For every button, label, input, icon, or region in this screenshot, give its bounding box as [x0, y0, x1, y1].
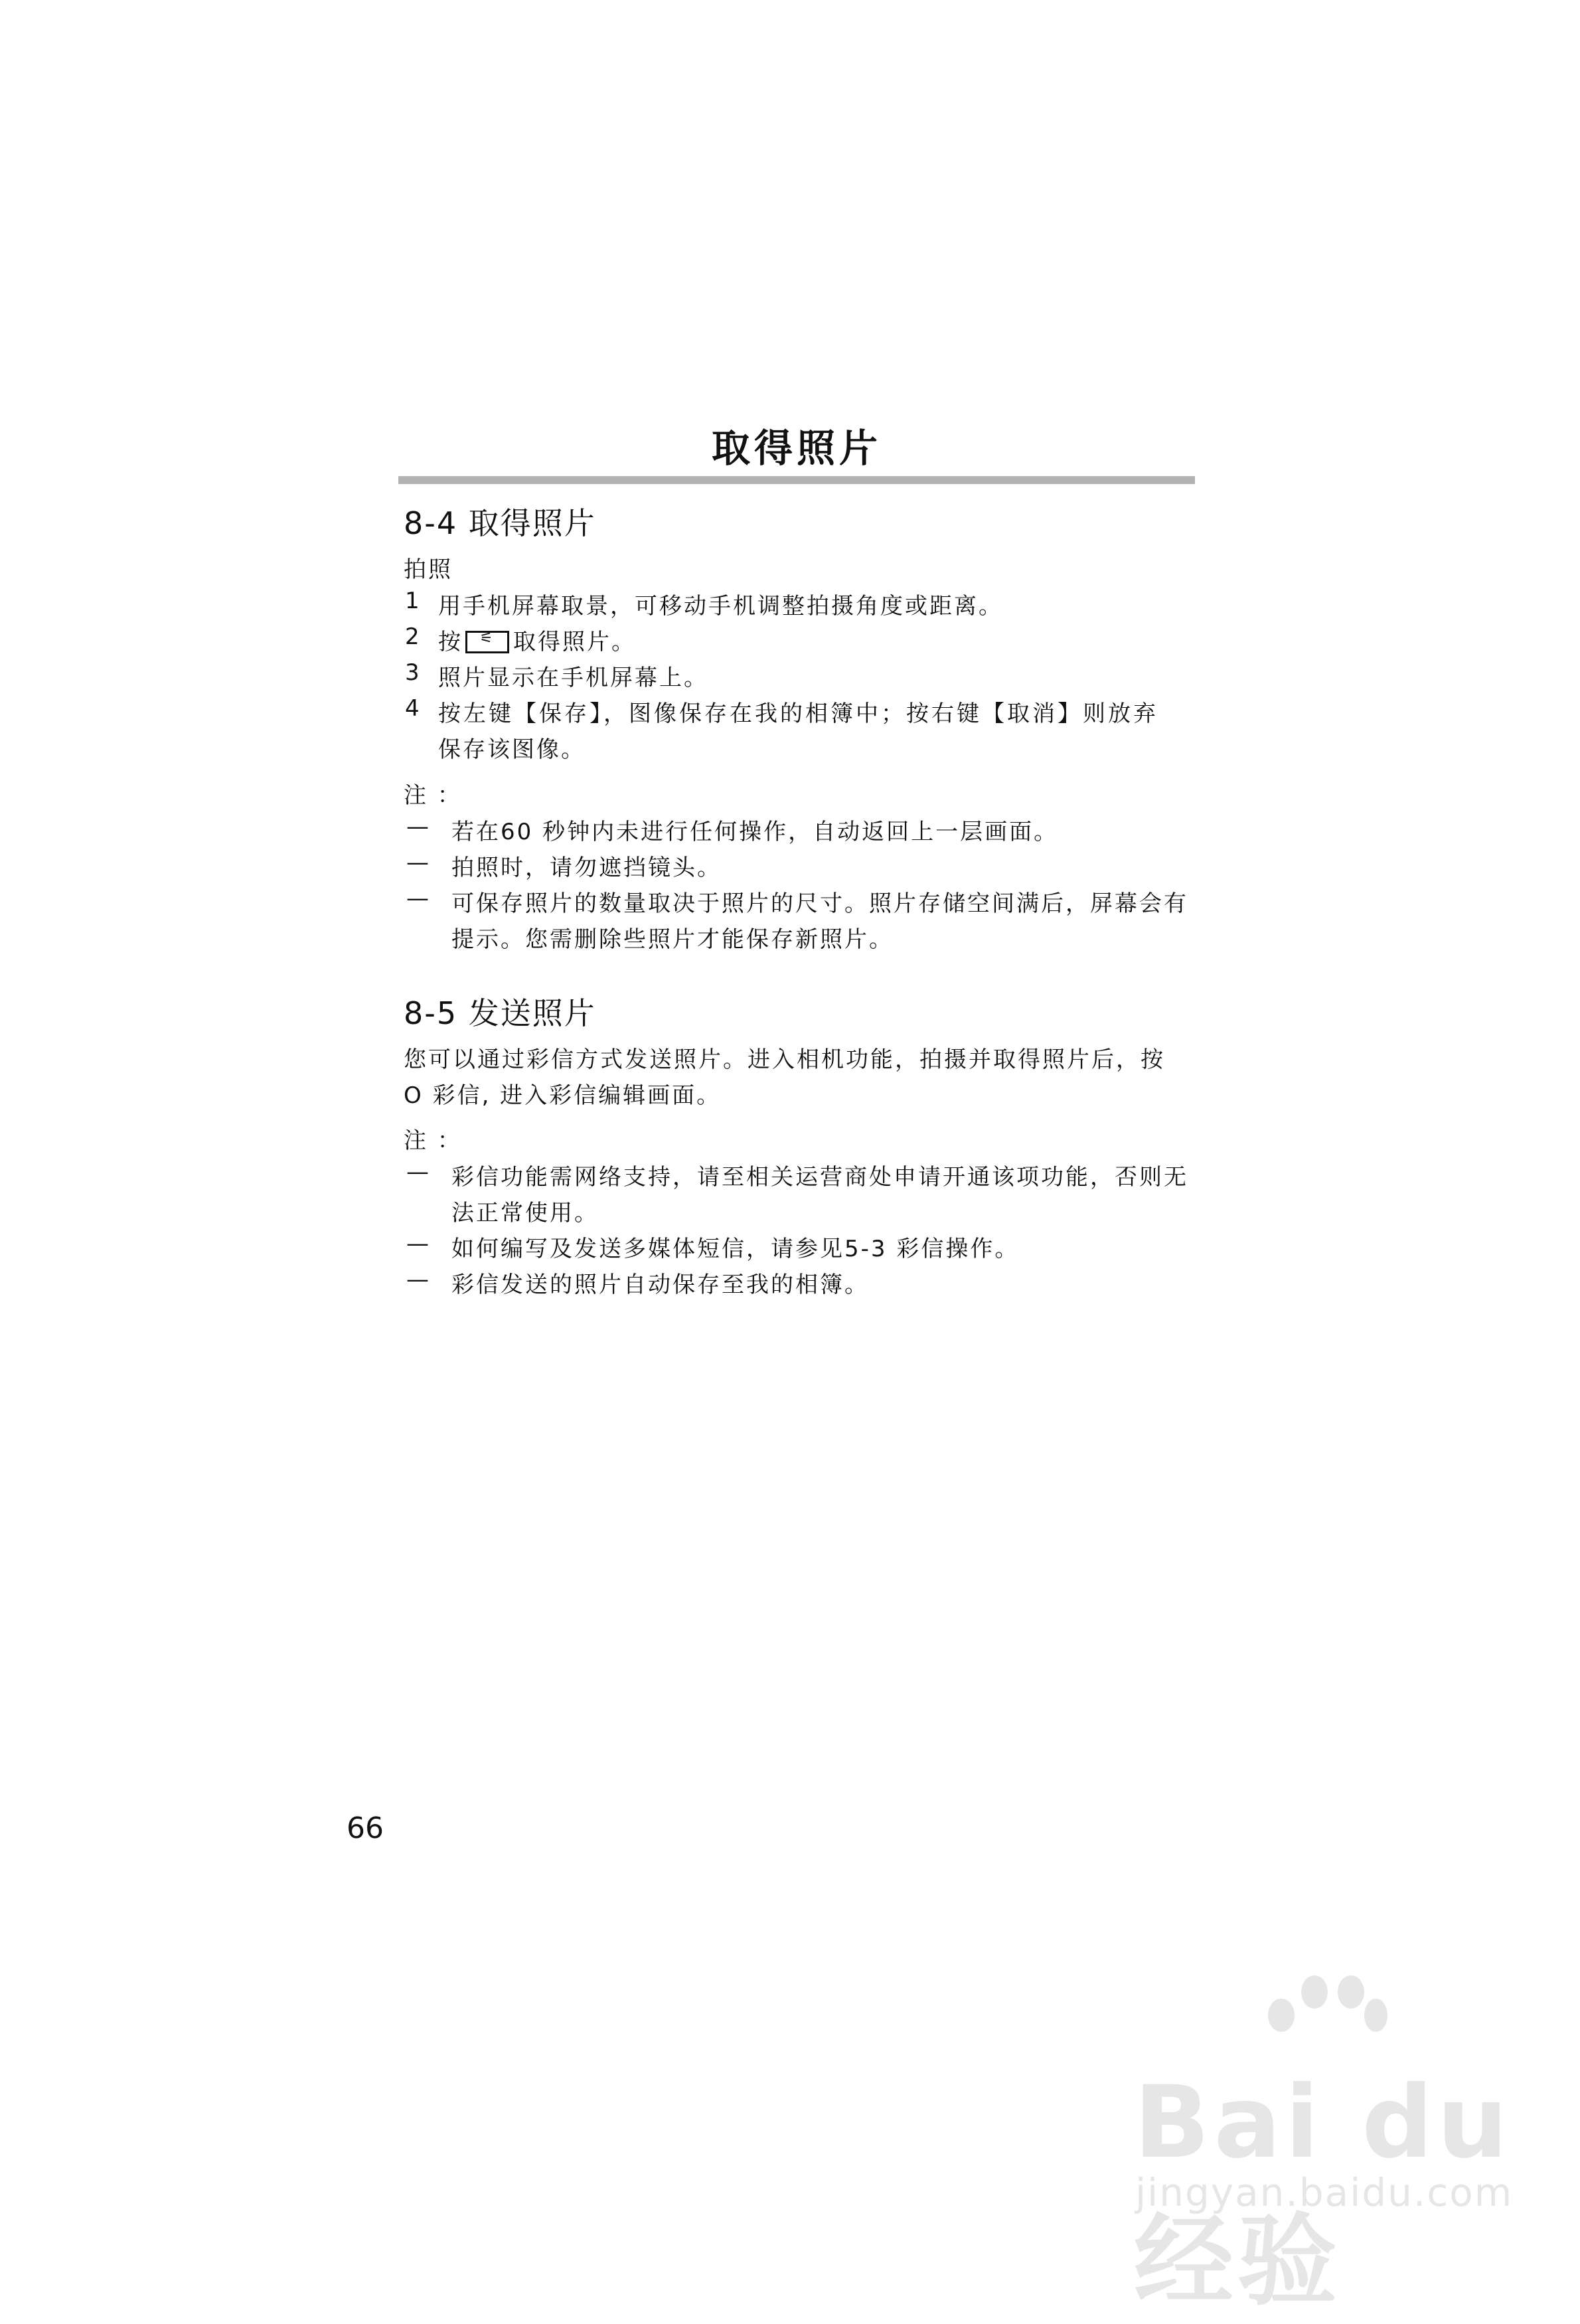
paw-toe-3	[1338, 1975, 1364, 2009]
step-3-text: 照片显示在手机屏幕上。	[438, 665, 708, 691]
section-8-5-note-label: 注 ：	[404, 1127, 462, 1154]
paw-toe-1	[1268, 1999, 1295, 2032]
step-2-post: 取得照片。	[513, 629, 636, 655]
step-1-text: 用手机屏幕取景，可移动手机调整拍摄角度或距离。	[438, 593, 1003, 620]
note-6-dash: —	[406, 1266, 429, 1293]
camera-key-icon	[465, 631, 509, 653]
note-4-continuation: 法正常使用。	[451, 1200, 599, 1226]
camera-key-glyph: ⚟	[479, 629, 495, 647]
step-1-number: 1	[405, 588, 420, 614]
note-5-text: 如何编写及发送多媒体短信，请参见5-3 彩信操作。	[451, 1236, 1020, 1262]
step-4-continuation: 保存该图像。	[438, 736, 586, 763]
note-3-continuation: 提示。您需删除些照片才能保存新照片。	[451, 926, 894, 953]
note-3-dash: —	[406, 885, 429, 912]
title-rule	[398, 476, 1195, 484]
note-6-text: 彩信发送的照片自动保存至我的相簿。	[451, 1272, 869, 1298]
note-5-dash: —	[406, 1230, 429, 1257]
step-4-number: 4	[405, 695, 420, 722]
section-8-5-paragraph-line-2: O 彩信, 进入彩信编辑画面。	[404, 1082, 722, 1109]
section-8-5-paragraph-line-1: 您可以通过彩信方式发送照片。进入相机功能，拍摄并取得照片后，按	[404, 1046, 1165, 1073]
section-8-4-heading: 8-4 取得照片	[404, 505, 596, 541]
note-2-text: 拍照时，请勿遮挡镜头。	[451, 855, 722, 881]
note-4-text: 彩信功能需网络支持，请至相关运营商处申请开通该项功能，否则无	[451, 1164, 1188, 1191]
section-8-4-note-label: 注 ：	[404, 782, 462, 809]
step-4-text: 按左键【保存】，图像保存在我的相簿中；按右键【取消】则放弃	[438, 701, 1158, 727]
watermark-url: jingyan.baidu.com	[1135, 2170, 1514, 2215]
note-3-text: 可保存照片的数量取决于照片的尺寸。照片存储空间满后，屏幕会有	[451, 890, 1188, 917]
step-2-text	[438, 623, 636, 656]
page-number: 66	[347, 1811, 384, 1845]
note-1-dash: —	[406, 813, 429, 840]
watermark-logo: Bai du 经验	[1134, 2065, 1512, 2319]
step-3-number: 3	[405, 659, 420, 686]
paw-toe-4	[1364, 1999, 1387, 2032]
paw-toe-2	[1301, 1975, 1328, 2009]
note-2-dash: —	[406, 849, 429, 876]
step-2-number: 2	[405, 623, 420, 650]
page-title: 取得照片	[711, 426, 882, 471]
note-4-dash: —	[406, 1159, 429, 1185]
step-2-pre: 按	[438, 629, 463, 655]
section-8-4-subheading: 拍照	[404, 556, 453, 583]
section-8-5-heading: 8-5 发送照片	[404, 995, 596, 1031]
note-1-text: 若在60 秒钟内未进行任何操作，自动返回上一层画面。	[451, 819, 1059, 845]
